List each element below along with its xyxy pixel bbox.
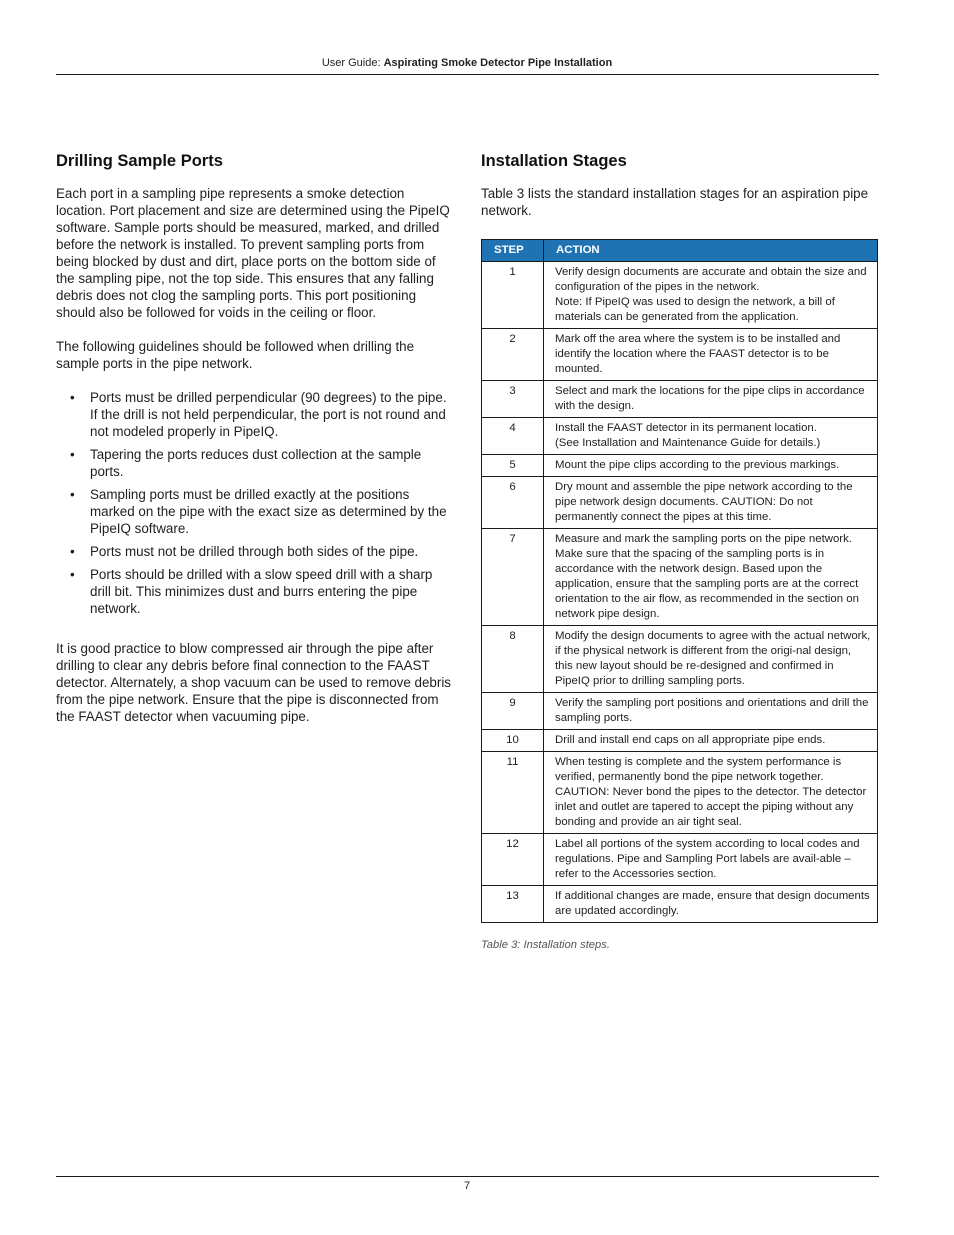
step-number: 9 [482, 693, 544, 730]
step-number: 5 [482, 455, 544, 477]
action-text: Verify design documents are accurate and obtain the size and configuration of the pipes in the network. [555, 266, 867, 293]
table-row [482, 886, 878, 923]
step-action [544, 418, 878, 455]
step-action: Measure and mark the sampling ports on the pipe network. Make sure that the spacing of the sampling ports is in accordance with the network design. Based upon the application, ensure that the sampling ports are at the correct orientation to the air flow, as recommended in the section on network pipe design. [544, 529, 878, 626]
step-action: Mount the pipe clips according to the previous markings. [544, 455, 878, 477]
paragraph: Each port in a sampling pipe represents a smoke detection location. Port placement and size are determined using the PipeIQ software. Sample ports should be measured, marked, and drilled before the network is installed. To prevent sampling ports from being blocked by dust and dirt, place ports on the bottom side of the sampling pipe, not the top side. This ensures that any falling debris does not clog the sampling ports. This port positioning should also be followed for voids in the ceiling or floor. [56, 186, 450, 320]
step-number: 10 [482, 730, 544, 752]
list-item: • Tapering the ports reduces dust collection at the sample ports. [56, 446, 452, 480]
table-caption: Table 3: Installation steps. [481, 939, 610, 951]
guidelines-list [56, 389, 452, 617]
step-number: 3 [482, 381, 544, 418]
section-heading-installation: Installation Stages [481, 152, 627, 170]
table-row [482, 730, 878, 752]
page-header [0, 57, 934, 69]
list-item: • Sampling ports must be drilled exactly at the positions marked on the pipe with the exact size as determined by the PipeIQ software. [56, 486, 452, 537]
table-header-row [482, 240, 878, 262]
table-row [482, 626, 878, 693]
list-item: • Ports should be drilled with a slow speed drill with a sharp drill bit. This minimizes dust and burrs entering the pipe network. [56, 566, 452, 617]
paragraph: Table 3 lists the standard installation stages for an aspiration pipe network. [481, 186, 869, 218]
step-number: 7 [482, 529, 544, 626]
step-number: 11 [482, 752, 544, 834]
table-row [482, 329, 878, 381]
table-row [482, 381, 878, 418]
paragraph: It is good practice to blow compressed air through the pipe after drilling to clear any debris before final connection to the FAAST detector. Alternately, a shop vacuum can be used to remove debris from the pipe network. Ensure that the pipe is disconnected from the FAAST detector when vacuuming pipe. [56, 641, 452, 724]
paragraph: The following guidelines should be followed when drilling the sample ports in the pipe network. [56, 339, 415, 371]
footer-rule [56, 1176, 879, 1177]
step-number: 4 [482, 418, 544, 455]
step-action: Dry mount and assemble the pipe network according to the pipe network design documents. CAUTION: Do not permanently connect the pipes at this time. [544, 477, 878, 529]
action-note: (See Installation and Maintenance Guide for details.) [555, 437, 821, 449]
step-action: Mark off the area where the system is to be installed and identify the location where the FAAST detector is to be mounted. [544, 329, 878, 381]
header-title: Aspirating Smoke Detector Pipe Installation [383, 57, 613, 69]
left-column [56, 152, 452, 725]
right-column [481, 152, 879, 951]
table-row [482, 455, 878, 477]
installation-steps-table [481, 239, 878, 923]
column-header-action: ACTION [544, 240, 878, 262]
action-text: Install the FAAST detector in its permanent location. [555, 422, 817, 434]
step-number: 8 [482, 626, 544, 693]
table-row [482, 529, 878, 626]
step-action: Drill and install end caps on all appropriate pipe ends. [544, 730, 878, 752]
column-header-step: STEP [482, 240, 544, 262]
step-number: 12 [482, 834, 544, 886]
list-item: • Ports must not be drilled through both sides of the pipe. [56, 543, 452, 560]
step-action [544, 262, 878, 329]
header-prefix: User Guide: [321, 57, 384, 69]
step-action: Verify the sampling port positions and orientations and drill the sampling ports. [544, 693, 878, 730]
table-row [482, 834, 878, 886]
header-rule [56, 74, 879, 75]
action-note: Note: If PipeIQ was used to design the network, a bill of materials can be generated from the application. [555, 296, 835, 323]
step-action: Select and mark the locations for the pipe clips in accordance with the design. [544, 381, 878, 418]
list-item: • Ports must be drilled perpendicular (90 degrees) to the pipe. If the drill is not held perpendicular, the port is not round and not modeled properly in PipeIQ. [56, 389, 452, 440]
step-number: 6 [482, 477, 544, 529]
step-action: If additional changes are made, ensure that design documents are updated accordingly. [544, 886, 878, 923]
table-row [482, 693, 878, 730]
step-number: 2 [482, 329, 544, 381]
table-row [482, 752, 878, 834]
section-heading-drilling: Drilling Sample Ports [56, 152, 223, 170]
step-number: 1 [482, 262, 544, 329]
step-action: When testing is complete and the system performance is verified, permanently bond the pipe network together. CAUTION: Never bond the pipes to the detector. The detector inlet and outlet are tapered to accept the piping without any bonding and provide an air tight seal. [544, 752, 878, 834]
table-row [482, 262, 878, 329]
page-number: 7 [463, 1180, 471, 1192]
step-action: Label all portions of the system according to local codes and regulations. Pipe and Sampling Port labels are avail-able – refer to the Accessories section. [544, 834, 878, 886]
step-number: 13 [482, 886, 544, 923]
table-row [482, 418, 878, 455]
step-action: Modify the design documents to agree with the actual network, if the physical network is different from the origi-nal design, this new layout should be re-designed and confirmed in PipeIQ prior to drilling sampling ports. [544, 626, 878, 693]
table-row [482, 477, 878, 529]
